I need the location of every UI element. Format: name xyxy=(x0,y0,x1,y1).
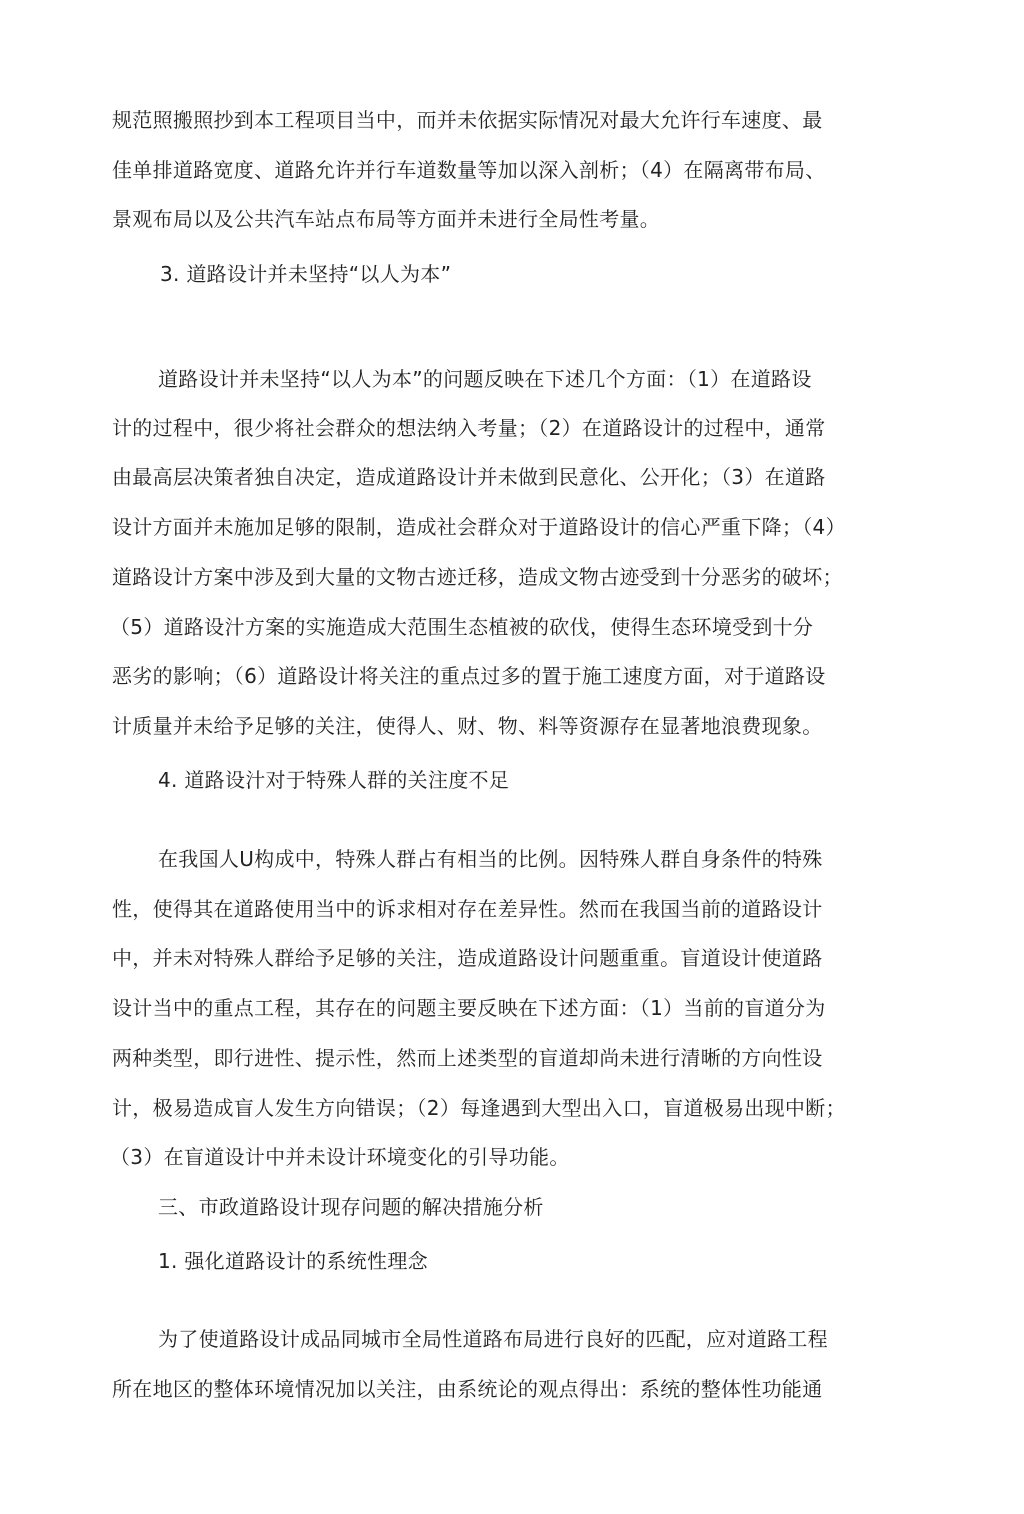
text-line: 规范照搬照抄到本工程项目当中，而并未依据实际情况对最大允许行车速度、最 xyxy=(112,108,823,132)
text-line: 性，使得其在道路使用当中的诉求相对存在差异性。然而在我国当前的道路设计 xyxy=(112,897,823,921)
text-line: 所在地区的整体环境情况加以关注，由系统论的观点得出：系统的整体性功能通 xyxy=(112,1377,823,1401)
text-line: 由最高层决策者独自决定，造成道路设计并未做到民意化、公开化；（3）在道路 xyxy=(112,465,826,489)
text-line: 设计方面并未施加足够的限制，造成社会群众对于道路设计的信心严重下降；（4） xyxy=(112,515,846,539)
text-line: 道路设计并未坚持“以人为本”的问题反映在下述几个方面：（1）在道路设 xyxy=(158,367,812,391)
text-line: 设计当中的重点工程，其存在的问题主要反映在下述方面：（1）当前的盲道分为 xyxy=(112,996,826,1020)
text-line: 道路设计方案中涉及到大量的文物古迹迁移，造成文物古迹受到十分恶劣的破坏； xyxy=(112,565,843,589)
text-line: 计的过程中，很少将社会群众的想法纳入考量；（2）在道路设计的过程中，通常 xyxy=(112,416,826,440)
section-heading: 三、市政道路设计现存问题的解决措施分析 xyxy=(158,1195,544,1219)
text-line: 恶劣的影响；（6）道路设计将关注的重点过多的置于施工速度方面，对于道路设 xyxy=(112,664,826,688)
section-heading: 3. 道路设计并未坚持“以人为本” xyxy=(160,262,452,286)
text-line: 两种类型，即行进性、提示性，然而上述类型的盲道却尚未进行清晰的方向性设 xyxy=(112,1046,823,1070)
section-subheading: 1. 强化道路设计的系统性理念 xyxy=(158,1249,428,1273)
text-line: 在我国人U构成中，特殊人群占有相当的比例。因特殊人群自身条件的特殊 xyxy=(158,847,823,871)
text-line: 景观布局以及公共汽车站点布局等方面并未进行全局性考量。 xyxy=(112,207,661,231)
section-heading: 4. 道路设汁对于特殊人群的关注度不足 xyxy=(158,768,510,792)
text-line: （5）道路设汁方案的实施造成大范围生态植被的砍伐，使得生态环境受到十分 xyxy=(110,615,814,639)
text-line: 计质量并未给予足够的关注，使得人、财、物、料等资源存在显著地浪费现象。 xyxy=(112,714,823,738)
text-line: （3）在盲道设计中并未设计环境变化的引导功能。 xyxy=(110,1145,570,1169)
text-line: 计，极易造成盲人发生方向错误；（2）每逢遇到大型出入口，盲道极易出现中断； xyxy=(112,1096,846,1120)
text-line: 中，并未对特殊人群给予足够的关注，造成道路设计问题重重。盲道设计使道路 xyxy=(112,946,823,970)
text-line: 为了使道路设计成品同城市全局性道路布局进行良好的匹配，应对道路工程 xyxy=(158,1327,828,1351)
text-line: 佳单排道路宽度、道路允许并行车道数量等加以深入剖析；（4）在隔离带布局、 xyxy=(112,158,826,182)
